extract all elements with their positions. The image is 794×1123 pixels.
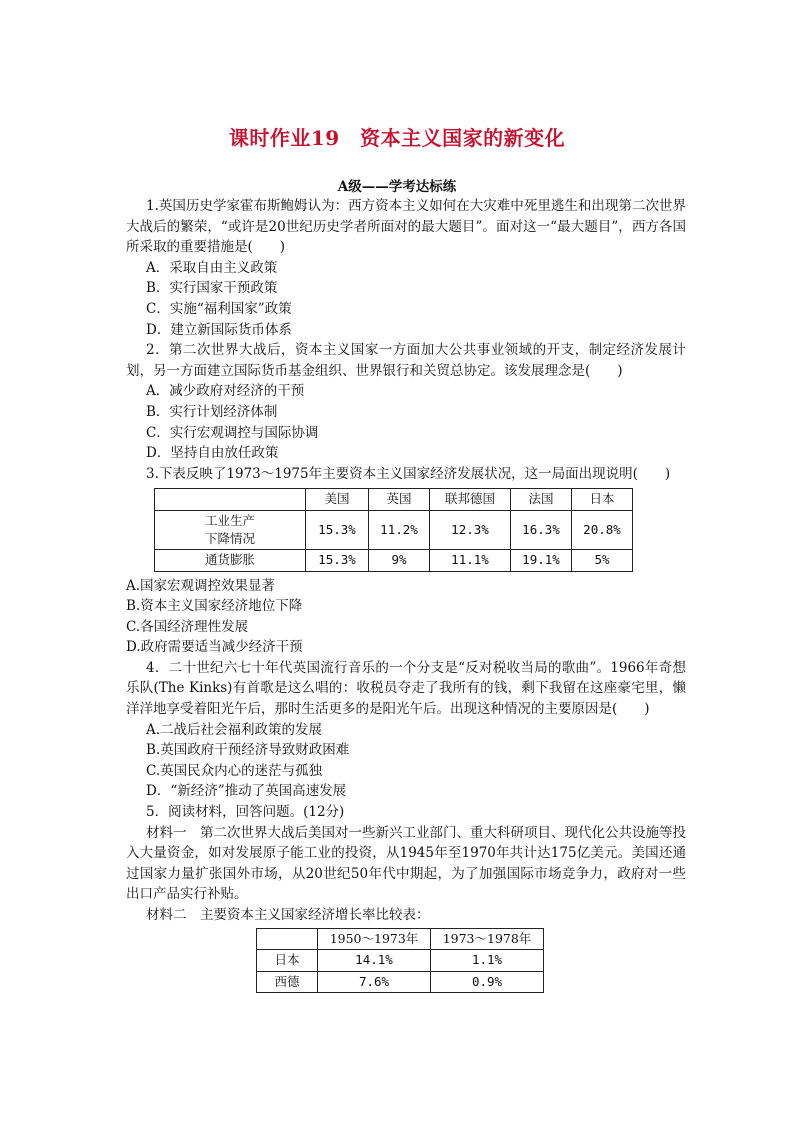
table-cell: 5% [572, 549, 633, 571]
option-a: A.国家宏观调控效果显著 [126, 577, 276, 594]
table-header-cell: 日本 [572, 489, 633, 511]
table-row-label: 西德 [257, 971, 318, 993]
table-header-row [257, 928, 544, 950]
page-title: 课时作业19 资本主义国家的新变化 [228, 126, 566, 150]
question-stem: 1.英国历史学家霍布斯鲍姆认为：西方资本主义如何在大灾难中死里逃生和出现第二次世界大战后的繁荣，“或许是20世纪历史学者所面对的最大题目”。面对这一“最大题目”，西方各国所采取的重要措施是( ) [126, 198, 686, 256]
questions [126, 196, 686, 993]
question-2 [126, 340, 686, 464]
question-stem: 4．二十世纪六七十年代英国流行音乐的一个分支是“反对税收当局的歌曲”。1966年奇想乐队(The Kinks)有首歌是这么唱的：收税员夺走了我所有的钱，剩下我留在这座豪宅里，懒洋洋地享受着阳光午后，那时生活更多的是阳光午后。出现这种情况的主要原因是( ) [126, 659, 686, 718]
table-header-cell: 美国 [306, 489, 369, 511]
table-header-cell: 联邦德国 [430, 489, 511, 511]
option-b: B.资本主义国家经济地位下降 [126, 598, 303, 615]
material-one: 材料一 第二次世界大战后美国对一些新兴工业部门、重大科研项目、现代化公共设施等投入大量资金，如对发展原子能工业的投资，从1945年至1970年共计达175亿美元。美国还通过国家力量扩张国外市场，从20世纪50年代中期起，为了加强国际市场竞争力，政府对一些出口产品实行补贴。 [126, 824, 686, 903]
question-stem: 2．第二次世界大战后，资本主义国家一方面加大公共事业领域的开支，制定经济发展计划，另一方面建立国际货币基金组织、世界银行和关贸总协定。该发展理念是( ) [126, 342, 686, 379]
option-a: A．减少政府对经济的干预 [146, 383, 305, 400]
question-stem: 3.下表反映了1973～1975年主要资本主义国家经济发展状况，这一局面出现说明( ) [146, 465, 671, 482]
row-label-line: 工业生产 [204, 512, 255, 528]
table-cell: 1.1% [431, 950, 544, 972]
option-c: C．实施“福利国家”政策 [146, 300, 292, 317]
table-cell: 11.2% [369, 510, 430, 549]
table-header-cell [257, 928, 318, 950]
table-row [155, 510, 633, 549]
table-row-label: 通货膨胀 [155, 549, 306, 571]
option-d: D.政府需要适当减少经济干预 [126, 639, 303, 656]
option-c: C.英国民众内心的迷茫与孤独 [146, 762, 323, 779]
question-1 [126, 196, 686, 340]
option-b: B.英国政府干预经济导致财政困难 [146, 742, 350, 759]
table-header-cell: 1950～1973年 [318, 928, 431, 950]
table-header-cell: 1973～1978年 [431, 928, 544, 950]
option-a: A.二战后社会福利政策的发展 [146, 721, 323, 738]
question-5 [126, 802, 686, 993]
table-row-label: 日本 [257, 950, 318, 972]
question-4 [126, 658, 686, 802]
table-cell: 19.1% [511, 549, 572, 571]
table-cell: 7.6% [318, 971, 431, 993]
economy-table [154, 488, 633, 571]
option-b: B．实行计划经济体制 [146, 403, 278, 420]
question-3 [126, 464, 686, 658]
option-a: A．采取自由主义政策 [146, 259, 278, 276]
row-label-line: 下降情况 [204, 530, 255, 546]
option-d: D．“新经济”推动了英国高速发展 [146, 783, 347, 800]
table-cell: 9% [369, 549, 430, 571]
material-two: 材料二 主要资本主义国家经济增长率比较表： [146, 907, 430, 923]
growth-rate-table [256, 928, 544, 994]
table-row [257, 971, 544, 993]
table-row-label [155, 510, 306, 549]
table-row [257, 950, 544, 972]
table-cell: 0.9% [431, 971, 544, 993]
option-c: C．实行宏观调控与国际协调 [146, 424, 319, 441]
question-stem: 5．阅读材料，回答问题。(12分) [146, 804, 345, 821]
table-cell: 20.8% [572, 510, 633, 549]
table-cell: 12.3% [430, 510, 511, 549]
table-cell: 16.3% [511, 510, 572, 549]
table-header-row [155, 489, 633, 511]
option-d: D．建立新国际货币体系 [146, 321, 292, 338]
section-heading: A级——学考达标练 [337, 179, 457, 195]
option-b: B．实行国家干预政策 [146, 280, 278, 297]
table-cell: 14.1% [318, 950, 431, 972]
table-row [155, 549, 633, 571]
table-header-cell: 英国 [369, 489, 430, 511]
table-cell: 11.1% [430, 549, 511, 571]
table-header-cell [155, 489, 306, 511]
table-cell: 15.3% [306, 549, 369, 571]
table-header-cell: 法国 [511, 489, 572, 511]
option-d: D．坚持自由放任政策 [146, 445, 279, 462]
table-cell: 15.3% [306, 510, 369, 549]
option-c: C.各国经济理性发展 [126, 618, 249, 635]
